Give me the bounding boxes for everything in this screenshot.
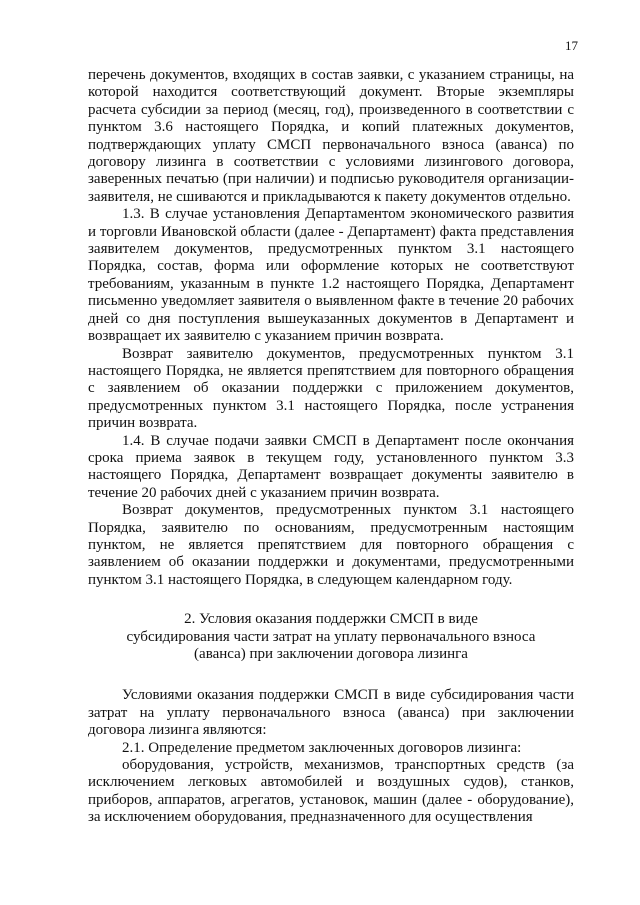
paragraph-return-documents: Возврат заявителю документов, предусмотренных пунктом 3.1 настоящего Порядка, не является препятствием для повторного обращения с заявлением об оказании поддержки с приложением документов, предусмотренных пунктом 3.1 настоящего Порядка, после устранения причин возврата. [88, 345, 574, 432]
section-heading-line-1: 2. Условия оказания поддержки СМСП в виде [184, 611, 478, 628]
section-heading-line-2: субсидирования части затрат на уплату первоначального взноса [126, 628, 536, 645]
paragraph-1-3: 1.3. В случае установления Департаментом экономического развития и торговли Ивановской области (далее - Департамент) факта представления заявителем документов, предусмотренных пунктом 3.1 настоящего Порядка, состав, форма или оформление которых не соответствуют требованиям, указанным в пункте 1.2 настоящего Порядка, Департамент письменно уведомляет заявителя о выявленном факте в течение 20 рабочих дней со дня поступления вышеуказанных документов в Департамент и возвращает их заявителю с указанием причин возврата. [88, 206, 574, 345]
section-heading [88, 611, 574, 663]
page-number: 17 [565, 38, 578, 53]
paragraph-conditions-intro: Условиями оказания поддержки СМСП в виде субсидирования части затрат на уплату первоначального взноса (аванса) при заключении договора лизинга являются: [88, 687, 574, 739]
document-body [88, 67, 574, 827]
paragraph-1-4: 1.4. В случае подачи заявки СМСП в Департамент после окончания срока приема заявок в текущем году, установленного пунктом 3.3 настоящего Порядка, Департамент возвращает документы заявителю в течение 20 рабочих дней с указанием причин возврата. [88, 432, 574, 501]
section-heading-line-3: (аванса) при заключении договора лизинга [194, 646, 468, 662]
paragraph-2-1: 2.1. Определение предметом заключенных договоров лизинга: [122, 739, 522, 756]
paragraph-continuation: перечень документов, входящих в состав заявки, с указанием страницы, на которой находится соответствующий документ. Вторые экземпляры расчета субсидии за период (месяц, год), произведенного в соответствии с пунктом 3.6 настоящего Порядка, и копий платежных документов, подтверждающих уплату СМСП первоначального взноса (аванса) по договору лизинга в соответствии с условиями лизингового договора, заверенных печатью (при наличии) и подписью руководителя организации-заявителя, не сшиваются и прикладываются к пакету документов отдельно. [88, 67, 574, 205]
paragraph-return-next-year: Возврат документов, предусмотренных пунктом 3.1 настоящего Порядка, заявителю по основаниям, предусмотренным настоящим пунктом, не является препятствием для повторного обращения с заявлением об оказании поддержки и документами, предусмотренными пунктом 3.1 настоящего Порядка, в следующем календарном году. [88, 502, 574, 588]
paragraph-equipment-list: оборудования, устройств, механизмов, транспортных средств (за исключением легковых автомобилей и воздушных судов), станков, приборов, аппаратов, агрегатов, установок, машин (далее - оборудование), за исключением оборудования, предназначенного для осуществления [88, 757, 574, 826]
